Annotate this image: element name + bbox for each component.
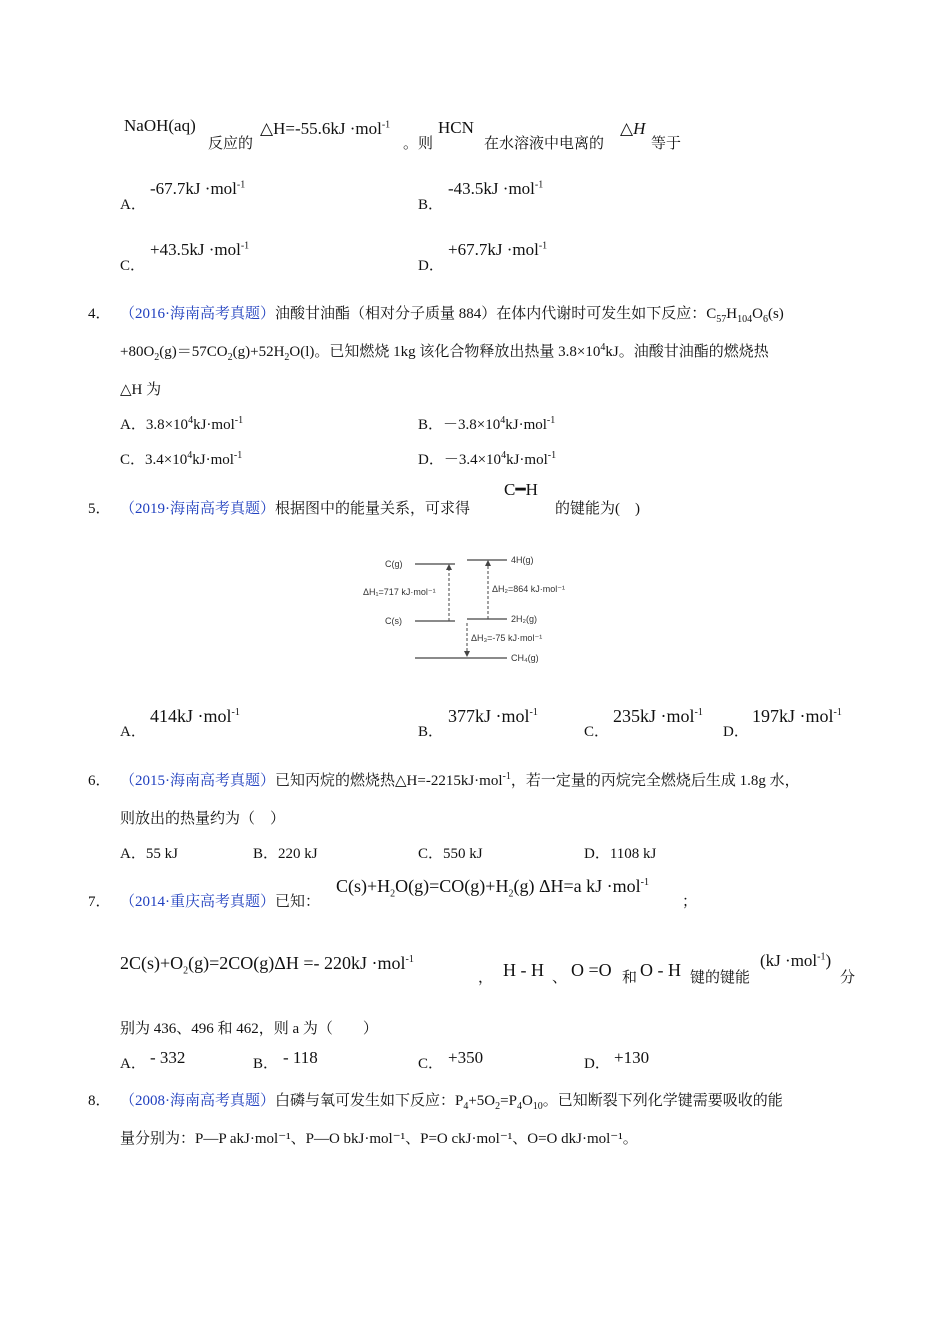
q4-text-line2: $+80O_2(g)=57CO_2(g)+52H_2O(l)$。已知燃烧 1kg 该化合物释放出热量 $3.8\times 10^4kJ$。油酸甘油酯的燃烧热 [120, 342, 769, 363]
q3-text-ion: 在水溶液中电离的 [484, 136, 605, 152]
q5-text-tail: 的键能为( ) [555, 501, 640, 517]
q7-opt-d-value: +130 [614, 1048, 650, 1067]
q3-opt-a-letter: A． [120, 197, 146, 213]
label-c-gas: C(g) [385, 559, 403, 569]
q5-opt-c-letter: C． [584, 724, 610, 740]
q7-source: （2014·重庆高考真题） [120, 894, 275, 910]
q3-opt-a-value: -67.7kJ ·mol$^{-1}$ [150, 179, 246, 198]
q5-opt-b-letter: B． [418, 724, 444, 740]
q3-dh-value: △H=-55.6kJ ·mol$^{-1}$ [260, 119, 391, 138]
q5-source: （2019·海南高考真题） [120, 501, 275, 517]
q6-opt-d: D．1108 kJ [584, 846, 657, 862]
q7-unit: (kJ ·mol$^{-1}$) [760, 951, 832, 970]
q5-bond-ch: C━H [504, 480, 538, 499]
q7-and: 和 [622, 970, 638, 986]
q3-opt-c-letter: C． [120, 258, 146, 274]
q3-hcn: HCN [438, 118, 474, 137]
label-ch4-gas: CH₄(g) [511, 653, 539, 663]
q5-opt-c-value: 235kJ ·mol$^{-1}$ [613, 706, 703, 726]
q8-number: 8． [88, 1093, 111, 1109]
q6-source: （2015·海南高考真题） [120, 773, 275, 789]
q3-opt-d-letter: D． [418, 258, 444, 274]
q5-opt-d-value: 197kJ ·mol$^{-1}$ [752, 706, 842, 726]
q6-text-line1: （2015·海南高考真题）已知丙烷的燃烧热△H=-2215kJ·mol$^{-1}$，若一定量的丙烷完全燃烧后生成 1.8g 水， [120, 771, 800, 789]
q6-number: 6． [88, 773, 111, 789]
q7-opt-c-value: +350 [448, 1048, 484, 1067]
q3-text-then: 。则 [403, 136, 434, 152]
q6-opt-b: B．220 kJ [253, 846, 318, 862]
q6-opt-a: A．55 kJ [120, 846, 178, 862]
q4-opt-c: C．$3.4\times 10^4kJ\cdot mol^{-1}$ [120, 450, 243, 468]
q4-opt-a: A．$3.8\times 10^4kJ\cdot mol^{-1}$ [120, 415, 244, 433]
q7-opt-a-value: - 332 [150, 1048, 186, 1067]
q7-semicolon: ； [682, 894, 698, 910]
q8-source: （2008·海南高考真题） [120, 1093, 275, 1109]
q7-bond-oh: O - H [640, 960, 681, 980]
q3-dh-symbol: △H [620, 119, 646, 138]
q5-opt-d-letter: D． [723, 724, 749, 740]
q4-opt-b: B．$-3.8\times 10^4kJ\cdot mol^{-1}$ [418, 415, 556, 433]
q7-equation2: $2C(s)+O_2(g)=2CO(g)\Delta H =- 220kJ \cdot mol^{-1}$ [120, 953, 414, 977]
q7-bond-text: 键的键能 [690, 970, 751, 986]
label-dh3: ΔH₃=-75 kJ·mol⁻¹ [471, 633, 543, 643]
arrowhead-dh2 [485, 560, 491, 566]
arrowhead-dh1 [446, 564, 452, 570]
q7-opt-c-letter: C． [418, 1056, 444, 1072]
q7-number: 7． [88, 894, 111, 910]
q7-comma: ， [478, 970, 494, 986]
energy-level-diagram [355, 548, 595, 668]
q6-text-line2: 则放出的热量约为（ ） [120, 811, 286, 827]
q4-source: （2016·海南高考真题） [120, 306, 275, 322]
q3-naoh: NaOH(aq) [124, 116, 196, 135]
q3-text-rxn: 反应的 [208, 136, 254, 152]
q4-number: 4． [88, 306, 111, 322]
label-2h2-gas: 2H₂(g) [511, 614, 537, 624]
q3-opt-b-letter: B． [418, 197, 444, 213]
q7-opt-d-letter: D． [584, 1056, 610, 1072]
q4-text-line1: （2016·海南高考真题）油酸甘油酯（相对分子质量 884）在体内代谢时可发生如下反应：$C_{57}H_{104}O_6(s)$ [120, 306, 784, 325]
q7-opt-a-letter: A． [120, 1056, 146, 1072]
q5-opt-a-letter: A． [120, 724, 146, 740]
q7-bond-oo: O =O [571, 960, 612, 980]
q5-opt-b-value: 377kJ ·mol$^{-1}$ [448, 706, 538, 726]
q5-text: （2019·海南高考真题）根据图中的能量关系，可求得 [120, 501, 471, 517]
label-4h-gas: 4H(g) [511, 555, 534, 565]
q7-sep: 、 [552, 970, 568, 986]
label-c-solid: C(s) [385, 616, 402, 626]
q7-opt-b-value: - 118 [283, 1048, 318, 1067]
q3-opt-b-value: -43.5kJ ·mol$^{-1}$ [448, 179, 544, 198]
label-dh2: ΔH₂=864 kJ·mol⁻¹ [492, 584, 566, 594]
q7-source-line: （2014·重庆高考真题）已知： [120, 894, 321, 910]
label-dh1: ΔH₁=717 kJ·mol⁻¹ [363, 587, 436, 597]
q4-text-line3: △H 为 [120, 382, 162, 398]
q3-opt-d-value: +67.7kJ ·mol$^{-1}$ [448, 240, 548, 259]
q8-text-line2: 量分别为：P—P akJ·mol⁻¹、P—O bkJ·mol⁻¹、P=O ckJ·mol⁻¹、O=O dkJ·mol⁻¹。 [120, 1131, 638, 1147]
q7-text-line3: 别为 436、496 和 462，则 a 为（ ） [120, 1021, 378, 1037]
q7-bond-hh: H - H [503, 960, 544, 980]
q3-opt-c-value: +43.5kJ ·mol$^{-1}$ [150, 240, 250, 259]
q6-opt-c: C．550 kJ [418, 846, 483, 862]
q3-text-eq: 等于 [651, 136, 682, 152]
q5-opt-a-value: 414kJ ·mol$^{-1}$ [150, 706, 240, 726]
q5-number: 5． [88, 501, 111, 517]
q7-fen: 分 [840, 970, 856, 986]
q4-opt-d: D．$-3.4\times 10^4kJ\cdot mol^{-1}$ [418, 450, 557, 468]
q7-equation1: $C(s)+H_2O(g)=CO(g)+H_2(g)$ ΔH=a kJ ·mol$^{-1}$ [336, 876, 650, 900]
q8-text-line1: （2008·海南高考真题）白磷与氧可发生如下反应：$P_4+5O_2=P_4O_{10}$。已知断裂下列化学键需要吸收的能 [120, 1093, 783, 1112]
q7-opt-b-letter: B． [253, 1056, 279, 1072]
arrowhead-dh3 [464, 651, 470, 657]
